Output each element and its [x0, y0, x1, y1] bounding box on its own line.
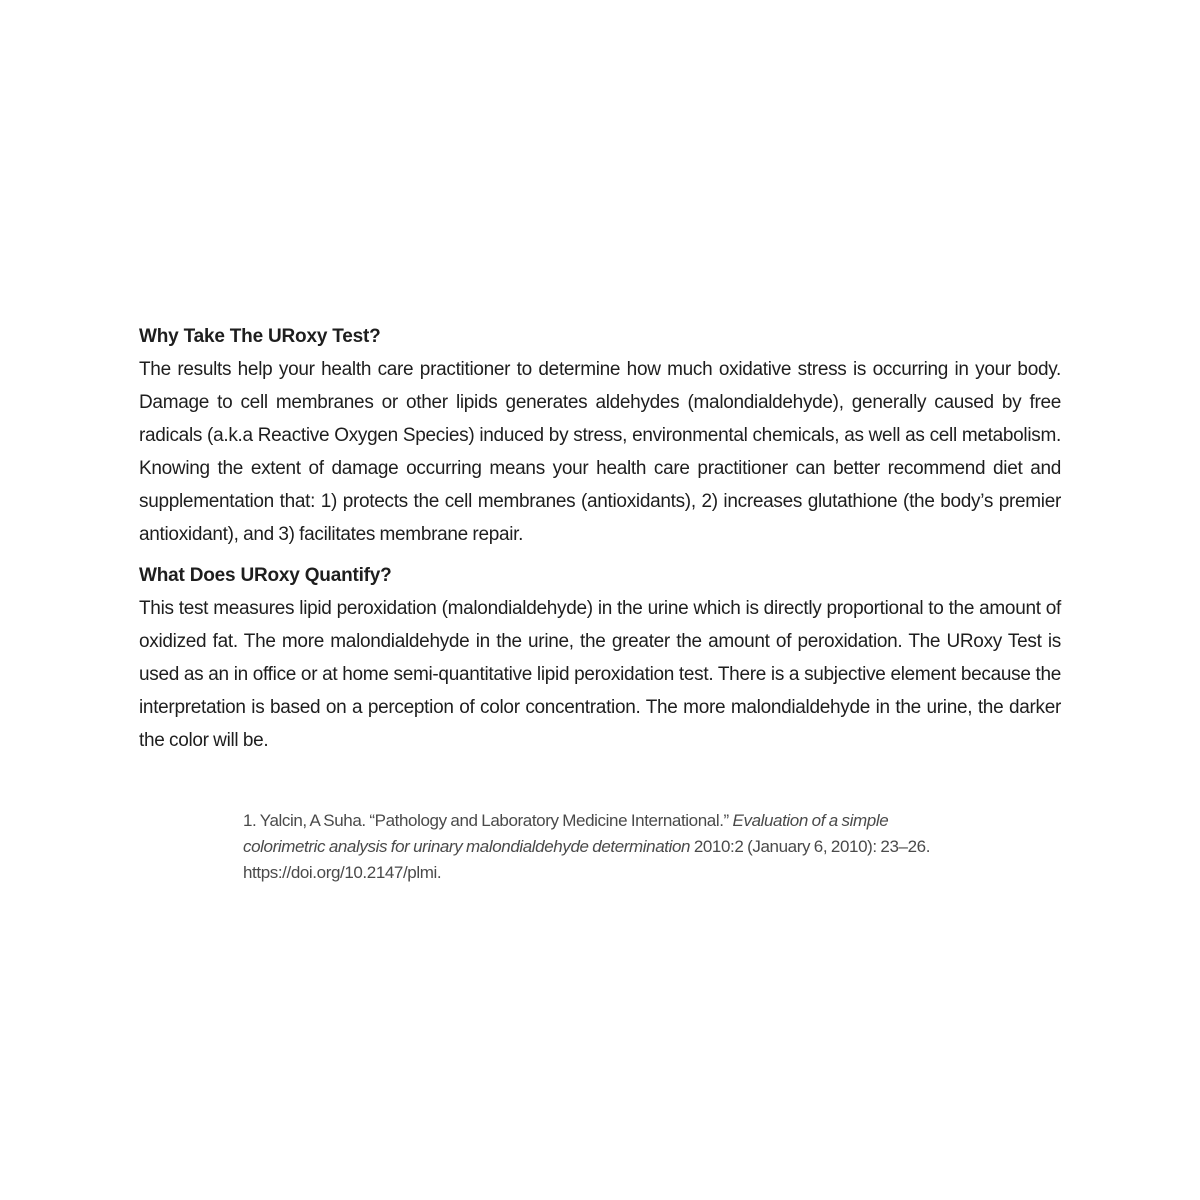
footnote-lead: 1. Yalcin, A Suha. “Pathology and Laboratory Medicine International.”: [243, 811, 733, 830]
section-paragraph: The results help your health care practitioner to determine how much oxidative stress is occurring in your body. Damage to cell membranes or other lipids generates aldehydes (malondialdehyde), generally caused by free radicals (a.k.a Reactive Oxygen Species) induced by stress, environmental chemicals, as well as cell metabolism. Knowing the extent of damage occurring means your health care practitioner can better recommend diet and supplementation that: 1) protects the cell membranes (antioxidants), 2) increases glutathione (the body’s premier antioxidant), and 3) facilitates membrane repair.: [139, 359, 1061, 545]
section-paragraph: This test measures lipid peroxidation (malondialdehyde) in the urine which is directly proportional to the amount of oxidized fat. The more malondialdehyde in the urine, the greater the amount of peroxidation. The URoxy Test is used as an in office or at home semi-quantitative lipid peroxidation test. There is a subjective element because the interpretation is based on a perception of color concentration. The more malondialdehyde in the urine, the darker the color will be.: [139, 598, 1061, 751]
section-why-take: [139, 320, 1061, 551]
footnote-citation: [243, 808, 963, 886]
section-heading: What Does URoxy Quantify?: [139, 565, 392, 586]
section-heading: Why Take The URoxy Test?: [139, 326, 381, 347]
footnote-title: Evaluation of a simple colorimetric analysis for urinary malondialdehyde determination: [243, 811, 889, 856]
footnote-tail: 2010:2 (January 6, 2010): 23–26. https://doi.org/10.2147/plmi.: [243, 837, 931, 882]
document-body: [139, 320, 1061, 757]
section-what-quantify: [139, 559, 1061, 757]
